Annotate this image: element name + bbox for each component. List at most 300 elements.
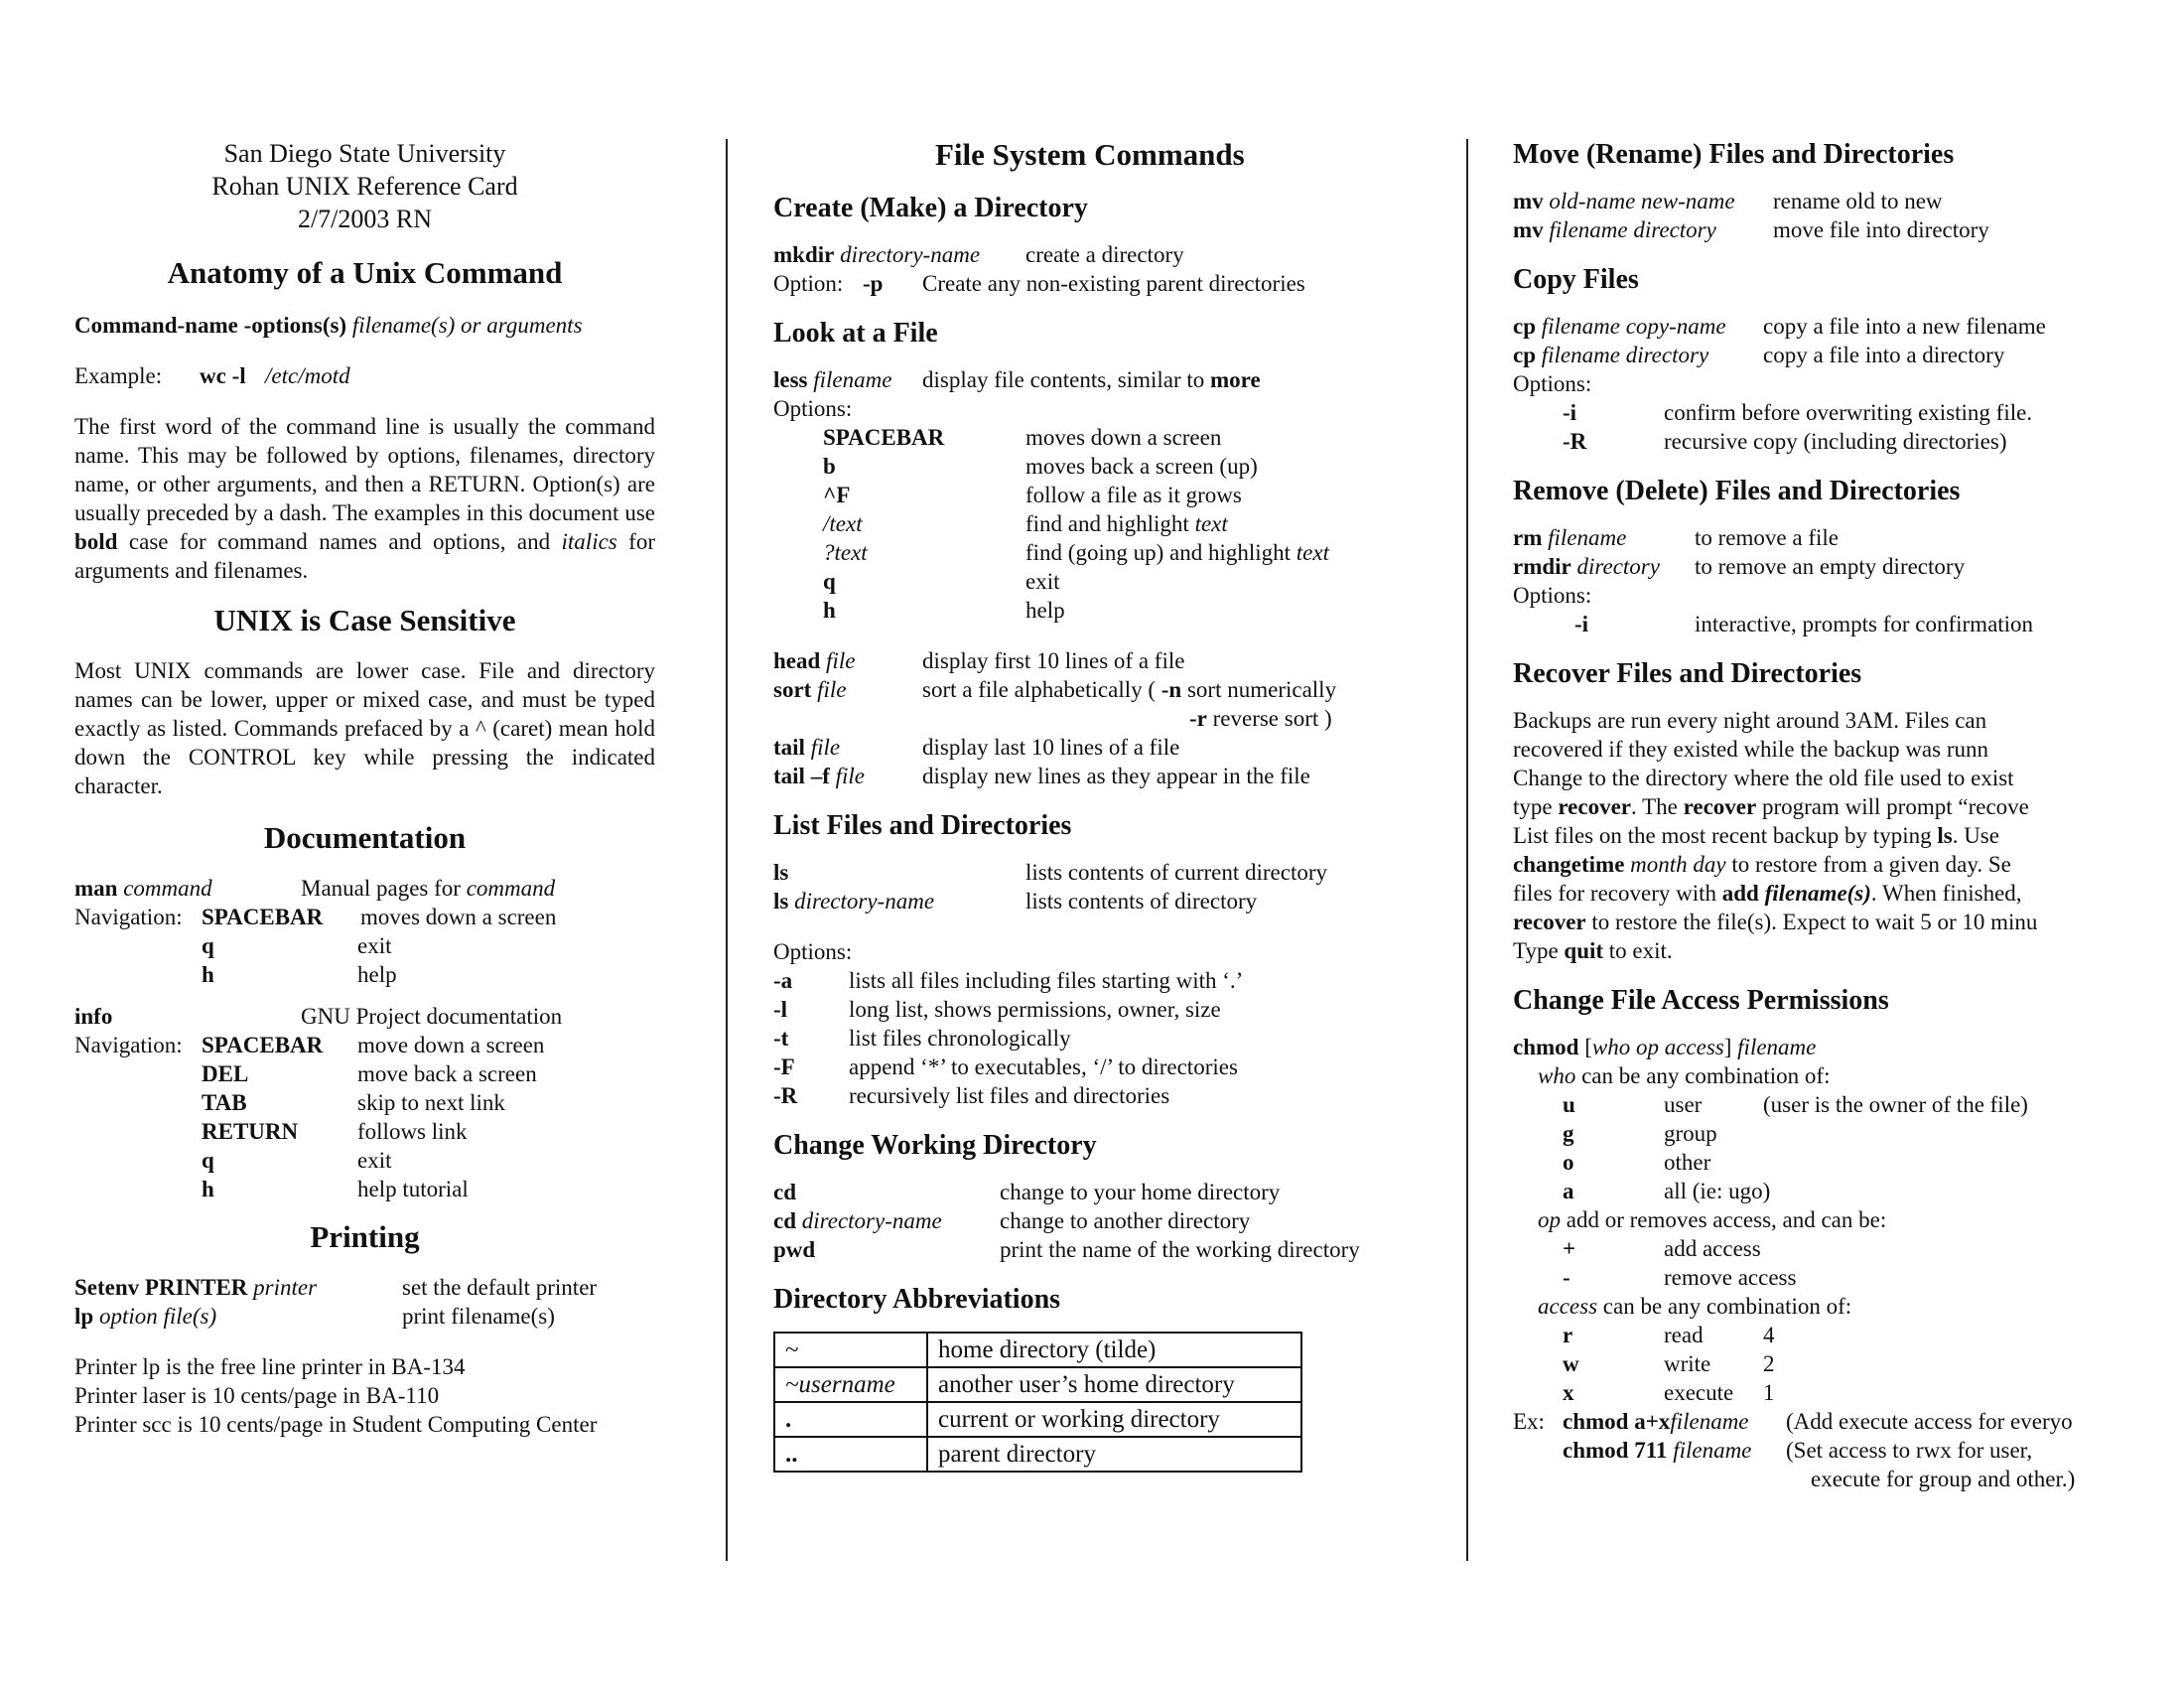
text: Options: [1513, 583, 1592, 608]
row [773, 937, 1409, 966]
head-sort-tail-block [773, 646, 1409, 790]
text: Backups are run every night around 3AM. Files can [1513, 708, 1987, 733]
text: to exit. [1603, 938, 1673, 963]
man-row [74, 874, 655, 903]
info-nav-row [74, 1175, 655, 1203]
row [1513, 1349, 2109, 1378]
anatomy-heading: Anatomy of a Unix Command [167, 255, 563, 290]
anatomy-syntax [74, 311, 655, 340]
text: current or working directory [927, 1402, 1301, 1437]
man-desc: Manual pages for [301, 876, 467, 901]
text: change to another directory [1000, 1208, 1251, 1233]
documentation-heading: Documentation [263, 820, 467, 855]
text: for arguments and filenames. [74, 529, 655, 583]
option-label: Option: [773, 271, 844, 296]
text: changetime [1513, 852, 1625, 877]
printer-note: Printer lp is the free line printer in BA-134 [74, 1354, 466, 1379]
chmod-heading: Change File Access Permissions [1513, 985, 1889, 1016]
university-name: San Diego State University [223, 139, 506, 168]
text: reverse sort ) [1212, 706, 1332, 731]
text: ls [1937, 823, 1953, 848]
text: -R [773, 1083, 798, 1108]
text: move file into directory [1773, 217, 1989, 242]
nav-desc: move back a screen [357, 1061, 537, 1086]
row [1513, 1292, 2109, 1321]
text: r [1563, 1323, 1573, 1347]
recover-paragraph [1513, 706, 2109, 965]
mkdir-block [773, 240, 1409, 298]
text: recover [1683, 794, 1757, 819]
text: -a [773, 968, 793, 993]
row [1513, 610, 2109, 638]
syntax-command: Command-name -options(s) [74, 313, 347, 338]
text: -n [1160, 677, 1182, 702]
text: lists contents of directory [1025, 889, 1258, 914]
setenv-desc: set the default printer [402, 1275, 598, 1300]
text: another user’s home directory [927, 1367, 1301, 1402]
ls-block [773, 858, 1409, 1110]
row [1513, 1234, 2109, 1263]
text: display new lines as they appear in the file [922, 764, 1310, 788]
card-title: Rohan UNIX Reference Card [211, 172, 518, 201]
text: filename [1670, 1409, 1749, 1434]
text: confirm before overwriting existing file. [1664, 400, 2033, 425]
man-nav-row [74, 960, 655, 989]
row [773, 675, 1409, 704]
copy-block [1513, 312, 2109, 456]
row [773, 567, 1409, 596]
row [773, 858, 1409, 887]
mkdir-heading: Create (Make) a Directory [773, 193, 1088, 223]
text: quit [1564, 938, 1604, 963]
less-key: ^F [823, 483, 851, 507]
text: all (ie: ugo) [1664, 1179, 1771, 1203]
text: pwd [773, 1237, 816, 1262]
text: find (going up) and highlight [1025, 540, 1297, 565]
italic-word: italics [561, 529, 617, 554]
text: can be any combination of: [1597, 1294, 1852, 1319]
text: ls [773, 889, 789, 914]
less-block [773, 365, 1409, 625]
text: home directory (tilde) [927, 1333, 1301, 1367]
nav-key: RETURN [202, 1119, 299, 1144]
info-desc: GNU Project documentation [301, 1004, 563, 1029]
text: filename(s) [1758, 881, 1871, 906]
text: text [1194, 511, 1228, 536]
case-paragraph: Most UNIX commands are lower case. File and directory names can be lower, upper or mixed case, and must be typed exactly as listed. Commands prefaced by a ^ (caret) mean hold down the CONTROL key while pressing the indicated character. [74, 658, 655, 798]
row [1513, 1436, 2109, 1465]
column-2 [773, 137, 1409, 1473]
nav-key: h [202, 962, 214, 987]
text: (Add execute access for everyo [1786, 1409, 2073, 1434]
row [773, 733, 1409, 762]
table-row [774, 1367, 1301, 1402]
text: Type [1513, 938, 1565, 963]
text: case for command names and options, and [117, 529, 562, 554]
text: to restore the file(s). Expect to wait 5 or 10 minu [1585, 910, 2038, 934]
text: 4 [1763, 1323, 1775, 1347]
text: other [1664, 1150, 1711, 1175]
row [1513, 215, 2109, 244]
man-arg: command [123, 876, 212, 901]
man-nav-row [74, 903, 655, 931]
text: type [1513, 794, 1559, 819]
text: display file contents, similar to [922, 367, 1211, 392]
info-nav-row [74, 1088, 655, 1117]
text: x [1563, 1380, 1574, 1405]
card-date: 2/7/2003 RN [297, 205, 433, 233]
text: filename directory [1541, 343, 1709, 367]
example-label: Example: [74, 363, 163, 388]
lp-row [74, 1302, 655, 1331]
less-key: q [823, 569, 836, 594]
text: recursively list files and directories [849, 1083, 1170, 1108]
row [1513, 1263, 2109, 1292]
anatomy-example [74, 361, 655, 390]
nav-desc: skip to next link [357, 1090, 505, 1115]
row [1513, 552, 2109, 581]
text: change to your home directory [1000, 1180, 1281, 1204]
ls-heading: List Files and Directories [773, 810, 1072, 841]
table-row [774, 1437, 1301, 1472]
man-nav-row [74, 931, 655, 960]
text: add [1721, 881, 1759, 906]
text: (user is the owner of the file) [1763, 1092, 2028, 1117]
nav-desc: help tutorial [357, 1177, 469, 1201]
nav-key: q [202, 1148, 214, 1173]
row [773, 1206, 1409, 1235]
row [773, 394, 1409, 423]
row [1513, 369, 2109, 398]
text: text [1296, 540, 1329, 565]
text: + [1563, 1236, 1576, 1261]
printing-heading: Printing [310, 1219, 420, 1254]
nav-desc: exit [357, 933, 392, 958]
row [1513, 1177, 2109, 1205]
lp-command: lp [74, 1304, 94, 1329]
text: mv [1513, 217, 1544, 242]
text: files for recovery with [1513, 881, 1722, 906]
row [1513, 312, 2109, 341]
less-key: h [823, 598, 836, 623]
column-3 [1513, 137, 2109, 1567]
text: Change to the directory where the old file used to exist [1513, 766, 2014, 790]
text: long list, shows permissions, owner, size [849, 997, 1221, 1022]
row [1513, 1148, 2109, 1177]
text: rename old to new [1773, 189, 1943, 213]
text: directory-name [794, 889, 935, 914]
text: . Use [1952, 823, 1999, 848]
option-flag: -p [863, 271, 884, 296]
info-block [74, 1002, 655, 1203]
text: -t [773, 1026, 789, 1051]
nav-key: DEL [202, 1061, 249, 1086]
printer-note: Printer scc is 10 cents/page in Student Computing Center [74, 1412, 598, 1437]
text: file [826, 648, 856, 673]
nav-key: h [202, 1177, 214, 1201]
cd-block [773, 1178, 1409, 1264]
info-nav-row [74, 1059, 655, 1088]
row [773, 596, 1409, 625]
text: chmod 711 [1563, 1438, 1668, 1463]
nav-desc: exit [357, 1148, 392, 1173]
row [773, 1053, 1409, 1081]
less-key-desc: follow a file as it grows [1025, 483, 1242, 507]
row [1513, 523, 2109, 552]
info-nav-row [74, 1146, 655, 1175]
text: . [774, 1402, 927, 1437]
text: -i [1574, 612, 1589, 636]
column-1 [74, 137, 655, 1439]
text: list files chronologically [849, 1026, 1071, 1051]
syntax-args: filename(s) or arguments [351, 313, 583, 338]
text: display last 10 lines of a file [922, 735, 1180, 760]
text: interactive, prompts for confirmation [1695, 612, 2034, 636]
text: Ex: [1513, 1409, 1545, 1434]
text: old-name new-name [1549, 189, 1735, 213]
text: program will prompt “recove [1756, 794, 2029, 819]
row [773, 538, 1409, 567]
less-heading: Look at a File [773, 318, 938, 349]
text: recover [1558, 794, 1631, 819]
text: filename [1548, 525, 1627, 550]
row [773, 1178, 1409, 1206]
row [773, 646, 1409, 675]
text: rmdir [1513, 554, 1571, 579]
row [1513, 1119, 2109, 1148]
row [1513, 398, 2109, 427]
less-key: b [823, 454, 836, 479]
row [1513, 427, 2109, 456]
text: parent directory [927, 1437, 1301, 1472]
text: ~username [774, 1367, 927, 1402]
text: filename copy-name [1541, 314, 1726, 339]
text: -F [773, 1055, 795, 1079]
row [773, 704, 1409, 733]
row [773, 423, 1409, 452]
text: Options: [773, 939, 853, 964]
nav-key: SPACEBAR [202, 1033, 324, 1057]
nav-label: Navigation: [74, 1033, 183, 1057]
row [773, 240, 1409, 269]
text: directory-name [801, 1208, 942, 1233]
text: cp [1513, 314, 1536, 339]
text: find and highlight [1025, 511, 1195, 536]
fs-heading: File System Commands [935, 137, 1245, 172]
table-row [774, 1333, 1301, 1367]
mkdir-command: mkdir [773, 242, 835, 267]
setenv-command: Setenv PRINTER [74, 1275, 248, 1300]
more-word: more [1210, 367, 1261, 392]
example-command: wc -l [200, 363, 246, 388]
text: display first 10 lines of a file [922, 648, 1185, 673]
row [773, 1235, 1409, 1264]
row [1513, 1465, 2109, 1493]
info-nav-row [74, 1117, 655, 1146]
text: month day [1624, 852, 1726, 877]
abbr-heading: Directory Abbreviations [773, 1284, 1061, 1315]
mkdir-arg: directory-name [840, 242, 981, 267]
text: file [817, 677, 847, 702]
tail-command: tail [773, 735, 805, 760]
less-key-desc: moves down a screen [1025, 425, 1222, 450]
less-command: less [773, 367, 808, 392]
text: filename directory [1549, 217, 1716, 242]
text: user [1664, 1092, 1703, 1117]
text: cd [773, 1208, 796, 1233]
less-arg: filename [813, 367, 892, 392]
lp-arg: option file(s) [98, 1304, 217, 1329]
row [1513, 1378, 2109, 1407]
options-label: Options: [773, 396, 853, 421]
less-key-desc: moves back a screen (up) [1025, 454, 1258, 479]
mkdir-desc: create a directory [1025, 242, 1184, 267]
text: . When finished, [1870, 881, 2022, 906]
text: sort numerically [1186, 677, 1337, 702]
text: -l [773, 997, 788, 1022]
text: lists contents of current directory [1025, 860, 1328, 885]
row [773, 452, 1409, 481]
text: .. [774, 1437, 927, 1472]
remove-heading: Remove (Delete) Files and Directories [1513, 476, 1961, 506]
nav-desc: help [357, 962, 397, 987]
row [773, 509, 1409, 538]
case-heading: UNIX is Case Sensitive [213, 603, 516, 637]
head-command: head [773, 648, 821, 673]
option-desc: Create any non-existing parent directories [922, 271, 1305, 296]
text: filename [1673, 1438, 1752, 1463]
text: directory [1576, 554, 1660, 579]
text: [ [1578, 1035, 1592, 1059]
text: Options: [1513, 371, 1592, 396]
remove-block [1513, 523, 2109, 638]
text: w [1563, 1351, 1579, 1376]
move-block [1513, 187, 2109, 244]
row [1513, 581, 2109, 610]
example-arg: /etc/motd [265, 363, 350, 388]
text: cp [1513, 343, 1536, 367]
recover-heading: Recover Files and Directories [1513, 658, 1862, 689]
less-key-desc: exit [1025, 569, 1060, 594]
text: -i [1563, 400, 1577, 425]
text: write [1664, 1351, 1711, 1376]
move-heading: Move (Rename) Files and Directories [1513, 139, 1955, 170]
row [773, 966, 1409, 995]
text: recursive copy (including directories) [1664, 429, 2007, 454]
nav-desc: move down a screen [357, 1033, 545, 1057]
less-key-desc: help [1025, 598, 1065, 623]
anatomy-paragraph [74, 412, 655, 585]
text: recover [1513, 910, 1586, 934]
text: file [835, 764, 865, 788]
row [773, 269, 1409, 298]
text: chmod a+x [1563, 1409, 1671, 1434]
bold-word: bold [74, 529, 118, 554]
text: rm [1513, 525, 1543, 550]
row [1513, 1090, 2109, 1119]
nav-desc: follows link [357, 1119, 468, 1144]
man-desc-arg: command [466, 876, 556, 901]
row [1513, 1407, 2109, 1436]
row [773, 995, 1409, 1024]
text: read [1664, 1323, 1704, 1347]
text: List files on the most recent backup by typing [1513, 823, 1938, 848]
text: ] [1723, 1035, 1738, 1059]
nav-key: TAB [202, 1090, 247, 1115]
row [1513, 1205, 2109, 1234]
abbreviation-table [773, 1332, 1302, 1473]
less-key: /text [823, 511, 863, 536]
text: print the name of the working directory [1000, 1237, 1360, 1262]
text: a [1563, 1179, 1574, 1203]
chmod-block [1513, 1033, 2109, 1493]
text: execute for group and other.) [1811, 1467, 2076, 1491]
text: append ‘*’ to executables, ‘/’ to directories [849, 1055, 1238, 1079]
column-divider-left [726, 139, 728, 1561]
row [773, 887, 1409, 915]
nav-key: q [202, 933, 214, 958]
text: to restore from a given day. Se [1725, 852, 2011, 877]
text: add or removes access, and can be: [1561, 1207, 1887, 1232]
copy-heading: Copy Files [1513, 264, 1639, 295]
row [1513, 341, 2109, 369]
table-row [774, 1402, 1301, 1437]
text: who op access [1591, 1035, 1724, 1059]
text: who [1538, 1063, 1576, 1088]
man-command: man [74, 876, 118, 901]
setenv-arg: printer [253, 1275, 318, 1300]
text: op [1538, 1207, 1561, 1232]
text: copy a file into a new filename [1763, 314, 2046, 339]
text: add access [1664, 1236, 1761, 1261]
text: -R [1563, 429, 1587, 454]
text: (Set access to rwx for user, [1786, 1438, 2033, 1463]
nav-label: Navigation: [74, 905, 183, 929]
text: filename [1737, 1035, 1817, 1059]
ls-command: ls [773, 860, 789, 885]
row [773, 1024, 1409, 1053]
text: can be any combination of: [1575, 1063, 1831, 1088]
printer-note: Printer laser is 10 cents/page in BA-110 [74, 1383, 440, 1408]
text: - [1563, 1265, 1570, 1290]
text: cd [773, 1180, 796, 1204]
text: g [1563, 1121, 1574, 1146]
row [773, 1081, 1409, 1110]
info-row [74, 1002, 655, 1031]
text: execute [1664, 1380, 1734, 1405]
column-divider-right [1466, 139, 1468, 1561]
sort-command: sort [773, 677, 812, 702]
row [1513, 1061, 2109, 1090]
printing-block [74, 1273, 655, 1331]
text: recovered if they existed while the backup was runn [1513, 737, 1988, 762]
text: The first word of the command line is usually the command name. This may be followed by options, filenames, directory name, or other arguments, and then a RETURN. Option(s) are usually preceded by a dash. The examples in this document use [74, 414, 655, 525]
text: ~ [774, 1333, 927, 1367]
lp-desc: print filename(s) [402, 1304, 555, 1329]
text: copy a file into a directory [1763, 343, 2005, 367]
text: o [1563, 1150, 1574, 1175]
tailf-command: tail –f [773, 764, 830, 788]
text: lists all files including files starting with ‘.’ [849, 968, 1244, 993]
text: mv [1513, 189, 1544, 213]
row [1513, 1321, 2109, 1349]
nav-desc: moves down a screen [360, 905, 557, 929]
info-nav-row [74, 1031, 655, 1059]
text: access [1538, 1294, 1598, 1319]
nav-key: SPACEBAR [202, 905, 324, 929]
less-key: ?text [823, 540, 868, 565]
row [773, 365, 1409, 394]
